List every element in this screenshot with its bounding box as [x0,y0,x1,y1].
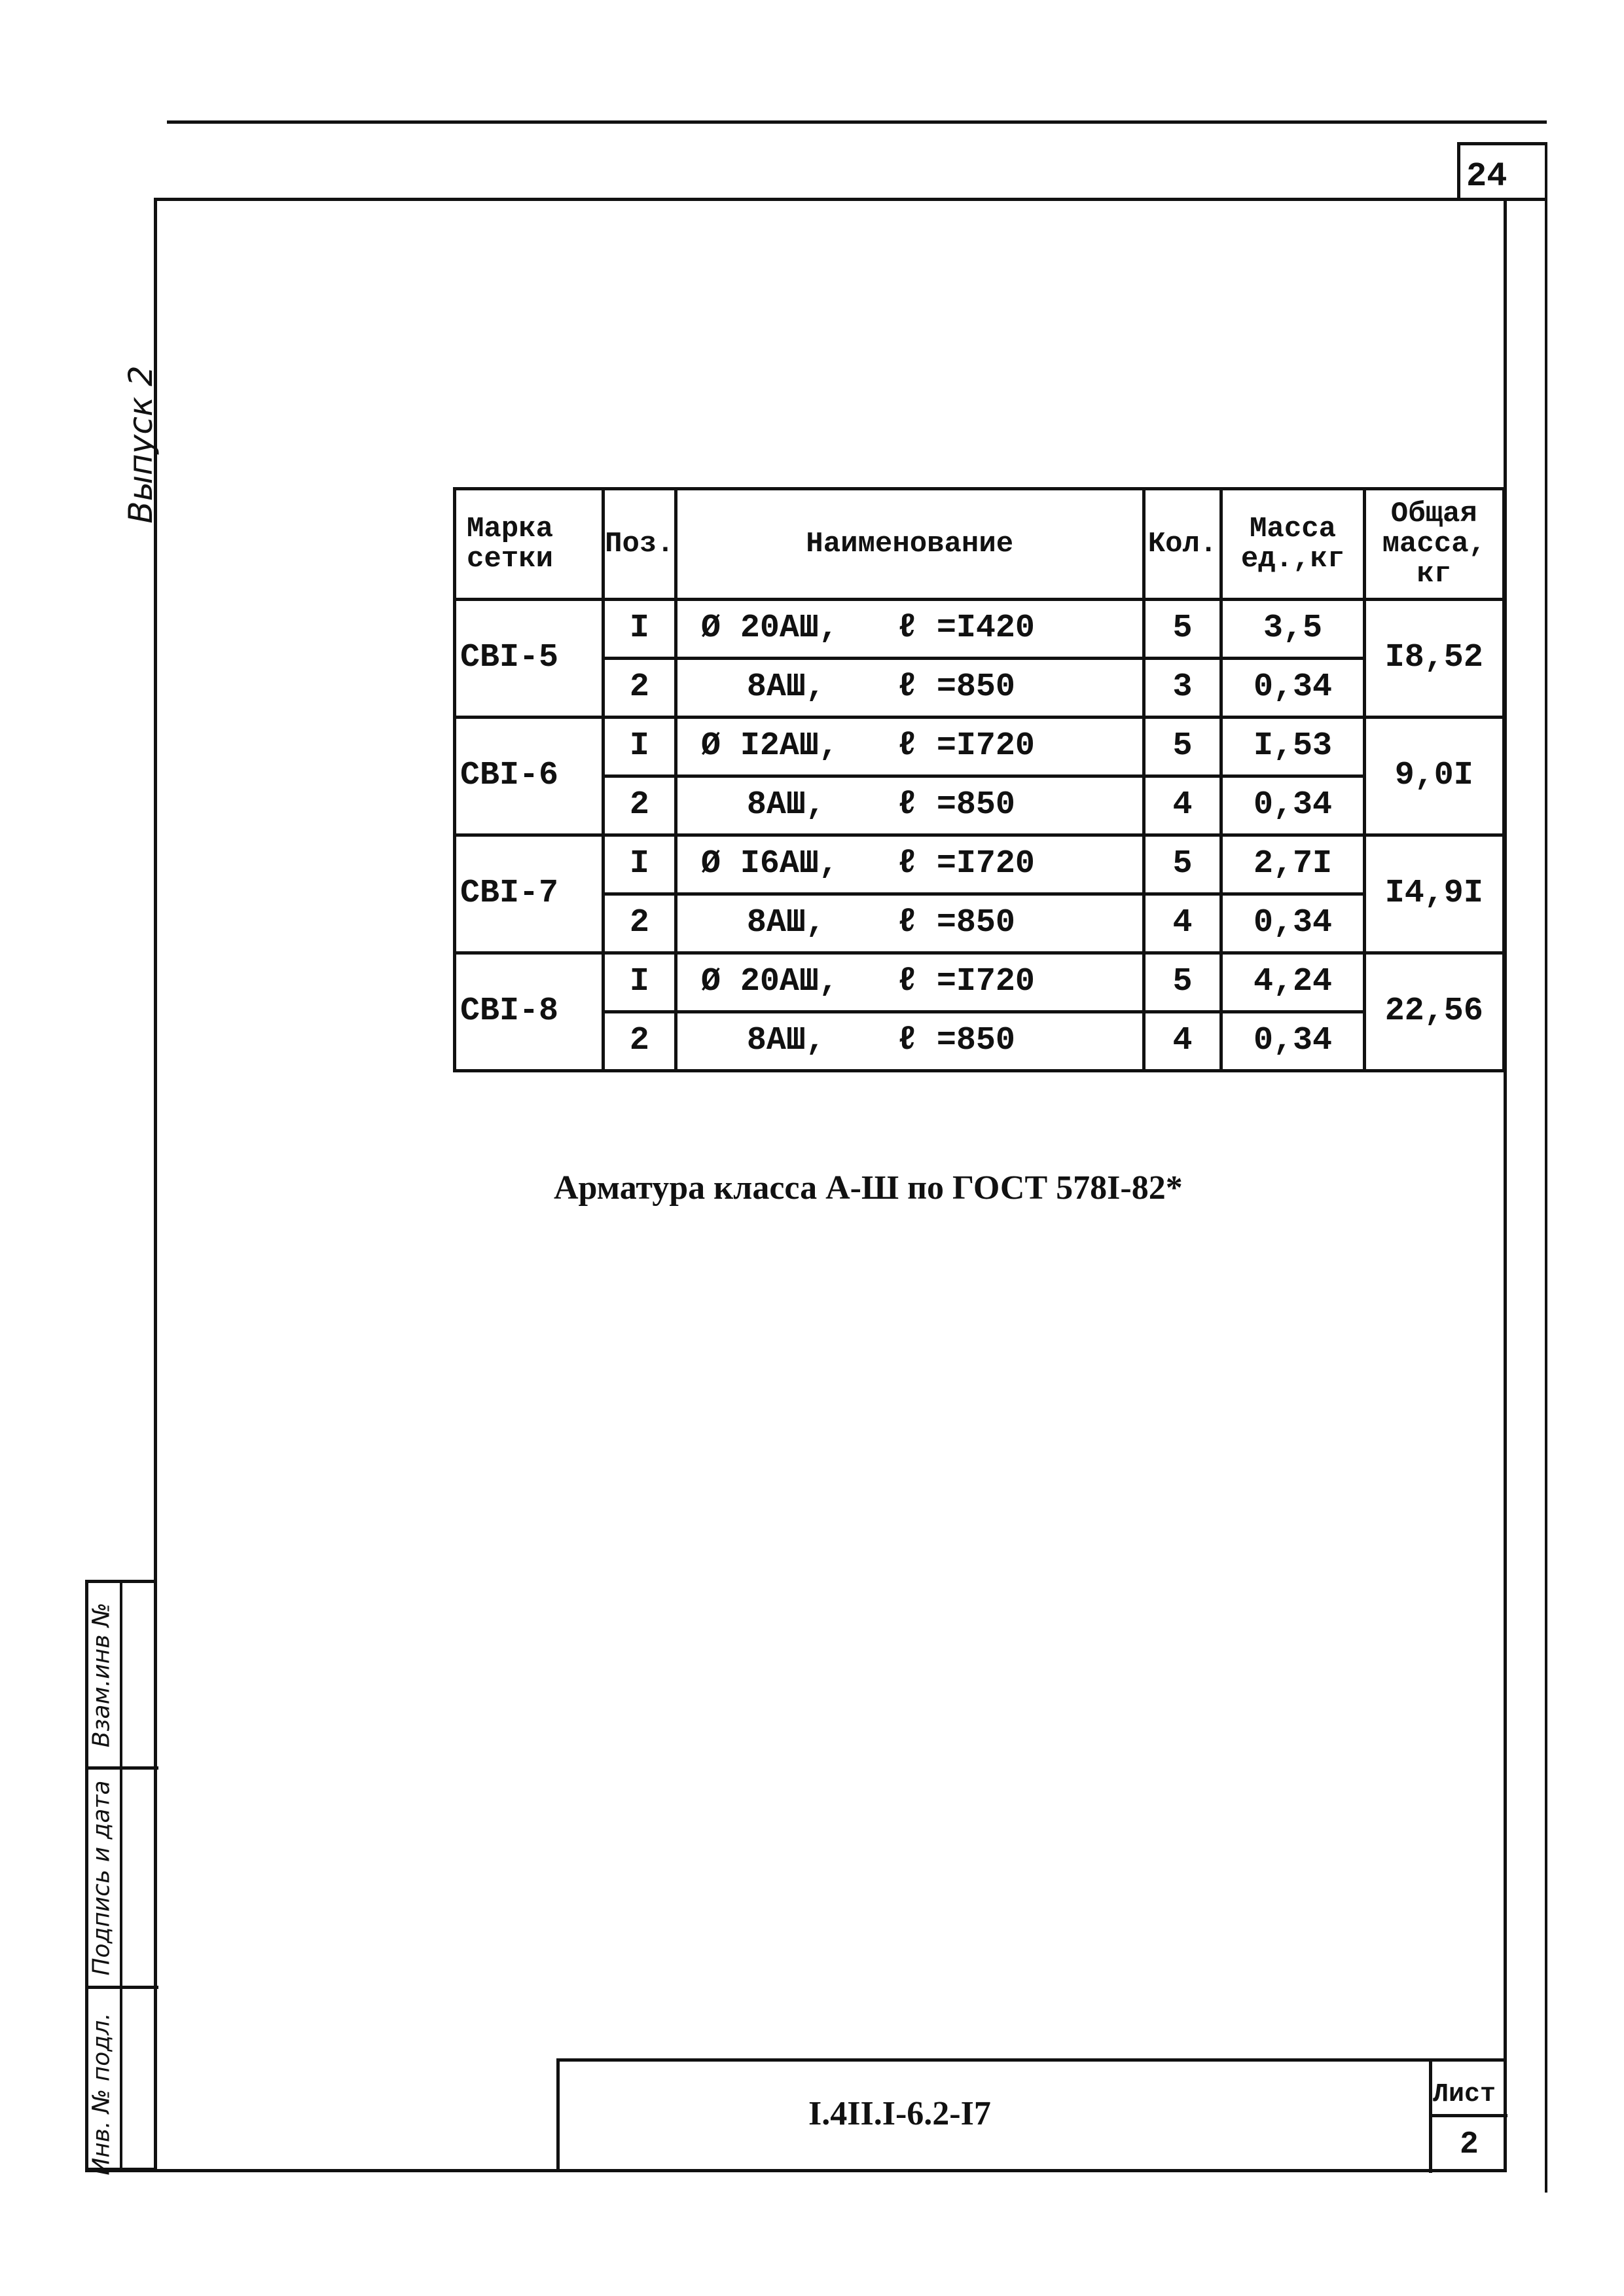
quantity: 5 [1144,600,1221,659]
sheet-number-top: 24 [1466,157,1507,196]
item-name [676,953,1144,1012]
mesh-mark: СВI-7 [455,835,604,953]
bar-length: ℓ =850 [897,786,1015,824]
bar-length: ℓ =850 [897,668,1015,706]
position: 2 [603,659,676,718]
position: I [603,953,676,1012]
item-name [676,835,1144,894]
item-name [676,600,1144,659]
table-row [455,718,1504,776]
sheet-box-left [1457,143,1460,200]
position: 2 [603,776,676,835]
item-name [676,659,1144,718]
header-qty: Кол. [1144,489,1221,600]
position: I [603,835,676,894]
side-stamp [85,1580,155,2176]
table-row [455,953,1504,1012]
bar-length: ℓ =850 [897,1022,1015,1060]
document-code: I.4II.I-6.2-I7 [808,2095,991,2132]
title-block [556,2058,1507,2172]
unit-mass: 0,34 [1221,894,1364,953]
quantity: 5 [1144,835,1221,894]
quantity: 4 [1144,894,1221,953]
mesh-mark: СВI-5 [455,600,604,718]
sheet-value: 2 [1460,2127,1479,2162]
bar-spec: 8АШ, [746,786,825,824]
bar-spec: Ø 20АШ, [700,610,839,647]
header-name: Наименование [676,489,1144,600]
top-edge-line [167,120,1547,124]
bar-spec: Ø 20АШ, [700,963,839,1001]
quantity: 3 [1144,659,1221,718]
quantity: 4 [1144,1012,1221,1071]
bar-length: ℓ =850 [897,904,1015,942]
bar-spec: 8АШ, [746,904,825,942]
header-pos: Поз. [603,489,676,600]
bar-length: ℓ =I720 [897,963,1035,1001]
quantity: 5 [1144,953,1221,1012]
bar-length: ℓ =I720 [897,727,1035,765]
unit-mass: I,53 [1221,718,1364,776]
header-mark: Марка сетки [455,489,604,600]
table-row [455,1012,1504,1071]
unit-mass: 2,7I [1221,835,1364,894]
mesh-mark: СВI-6 [455,718,604,835]
item-name [676,894,1144,953]
unit-mass: 0,34 [1221,1012,1364,1071]
table-row [455,835,1504,894]
stamp-inv-podl: Инв. № подл. [88,2013,115,2176]
table-row [455,894,1504,953]
bar-length: ℓ =I720 [897,845,1035,883]
position: I [603,718,676,776]
sheet-box-top [1457,142,1547,145]
sheet-label: Лист [1433,2080,1496,2109]
unit-mass: 4,24 [1221,953,1364,1012]
position: I [603,600,676,659]
stamp-podpis-data: Подпись и дата [88,1780,115,1976]
bar-spec: 8АШ, [746,1022,825,1060]
total-mass: 22,56 [1364,953,1504,1071]
rebar-spec-table [453,487,1506,1072]
bar-spec: Ø I2АШ, [700,727,839,765]
item-name [676,776,1144,835]
issue-label: Выпуск 2 [122,365,160,524]
outer-right-line [1545,143,1547,2193]
table-row [455,659,1504,718]
total-mass: I8,52 [1364,600,1504,718]
unit-mass: 0,34 [1221,659,1364,718]
unit-mass: 0,34 [1221,776,1364,835]
bar-spec: 8АШ, [746,668,825,706]
table-row [455,776,1504,835]
stamp-vzam-inv: Взам.инв № [88,1602,115,1748]
table-header-row [455,489,1504,600]
total-mass: 9,0I [1364,718,1504,835]
header-total-mass: Общая масса, кг [1364,489,1504,600]
total-mass: I4,9I [1364,835,1504,953]
item-name [676,718,1144,776]
item-name [676,1012,1144,1071]
header-unit-mass: Масса ед.,кг [1221,489,1364,600]
table-row [455,600,1504,659]
position: 2 [603,894,676,953]
bar-spec: Ø I6АШ, [700,845,839,883]
caption: Арматура класса А-Ш по ГОСТ 578I-82* [554,1169,1183,1207]
unit-mass: 3,5 [1221,600,1364,659]
frame-top [154,198,1547,201]
position: 2 [603,1012,676,1071]
mesh-mark: СВI-8 [455,953,604,1071]
quantity: 4 [1144,776,1221,835]
bar-length: ℓ =I420 [897,610,1035,647]
quantity: 5 [1144,718,1221,776]
